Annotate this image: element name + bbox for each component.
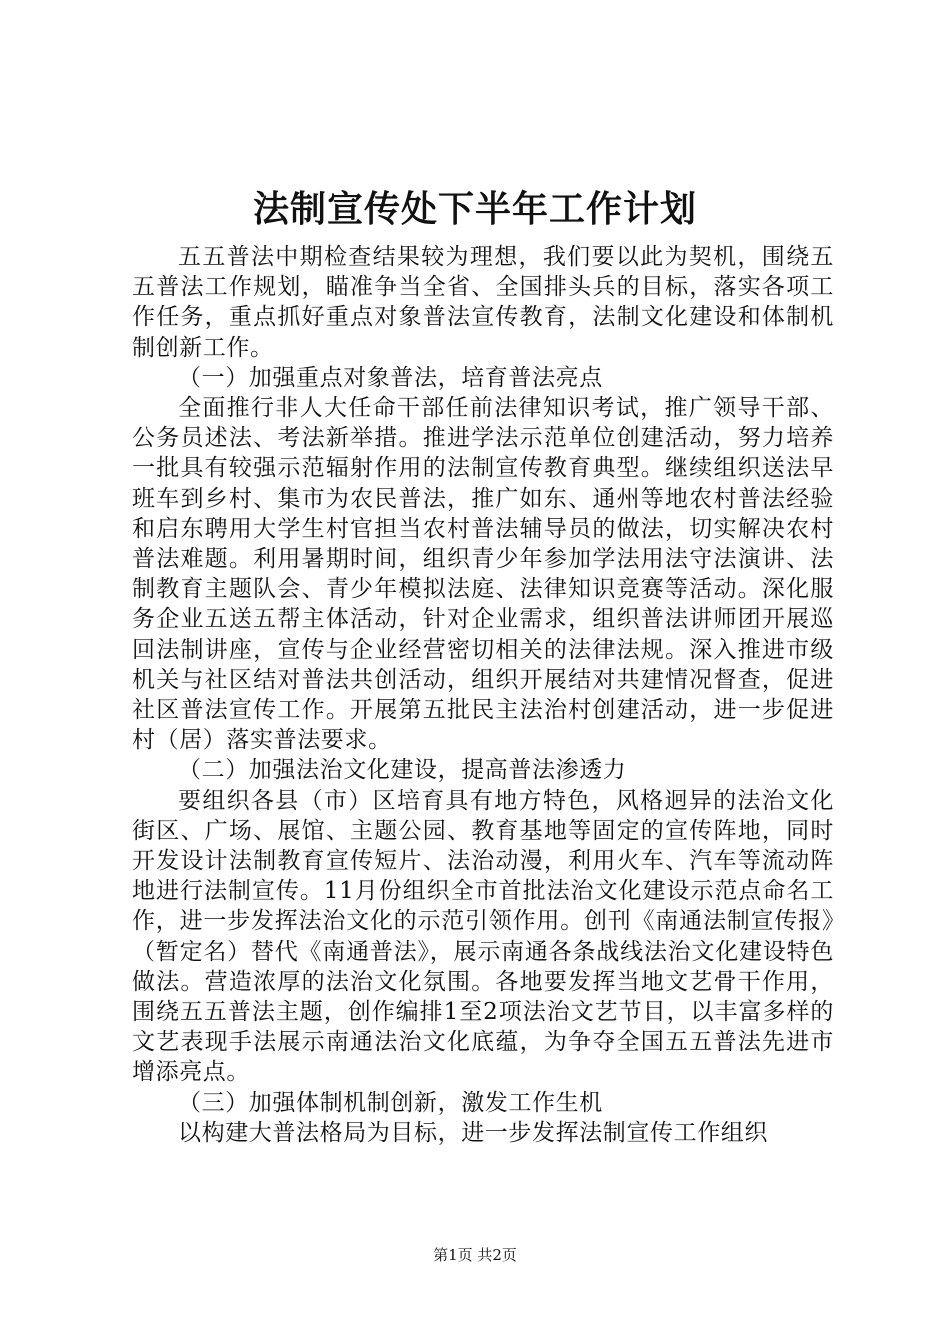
intro-paragraph: 五五普法中期检查结果较为理想，我们要以此为契机，围绕五五普法工作规划，瞄准争当全省、全国排头兵的目标，落实各项工作任务，重点抓好重点对象普法宣传教育，法制文化建设和体制机制创新工作。 bbox=[132, 244, 834, 361]
section-paragraph-3: 以构建大普法格局为目标，进一步发挥法制宣传工作组织 bbox=[178, 1119, 768, 1146]
section-paragraph-2: 要组织各县（市）区培育具有地方特色，风格迥异的法治文化街区、广场、展馆、主题公园、教育基地等固定的宣传阵地，同时开发设计法制教育宣传短片、法治动漫，利用火车、汽车等流动阵地进行法制宣传。11月份组织全市首批法治文化建设示范点命名工作，进一步发挥法治文化的示范引领作用。创刊《南通法制宣传报》（暂定名）替代《南通普法》，展示南通各条战线法治文化建设特色做法。营造浓厚的法治文化氛围。各地要发挥当地文艺骨干作用，围绕五五普法主题，创作编排1至2项法治文艺节目，以丰富多样的文艺表现手法展示南通法治文化底蕴，为争夺全国五五普法先进市增添亮点。 bbox=[132, 787, 834, 1086]
section-heading-2: （二）加强法治文化建设，提高普法渗透力 bbox=[178, 757, 627, 784]
section-heading-3: （三）加强体制机制创新，激发工作生机 bbox=[178, 1089, 603, 1116]
document-body bbox=[132, 242, 834, 1148]
section-heading-1: （一）加强重点对象普法，培育普法亮点 bbox=[178, 364, 603, 391]
section-paragraph-1: 全面推行非人大任命干部任前法律知识考试，推广领导干部、公务员述法、考法新举措。推进学法示范单位创建活动，努力培养一批具有较强示范辐射作用的法制宣传教育典型。继续组织送法早班车到乡村、集市为农民普法，推广如东、通州等地农村普法经验和启东聘用大学生村官担当农村普法辅导员的做法，切实解决农村普法难题。利用暑期时间，组织青少年参加学法用法守法演讲、法制教育主题队会、青少年模拟法庭、法律知识竞赛等活动。深化服务企业五送五帮主体活动，针对企业需求，组织普法讲师团开展巡回法制讲座，宣传与企业经营密切相关的法律法规。深入推进市级机关与社区结对普法共创活动，组织开展结对共建情况督查，促进社区普法宣传工作。开展第五批民主法治村创建活动，进一步促进村（居）落实普法要求。 bbox=[132, 395, 834, 754]
document-title: 法制宣传处下半年工作计划 bbox=[252, 188, 697, 230]
page-footer: 第1页 共2页 bbox=[433, 1246, 517, 1264]
